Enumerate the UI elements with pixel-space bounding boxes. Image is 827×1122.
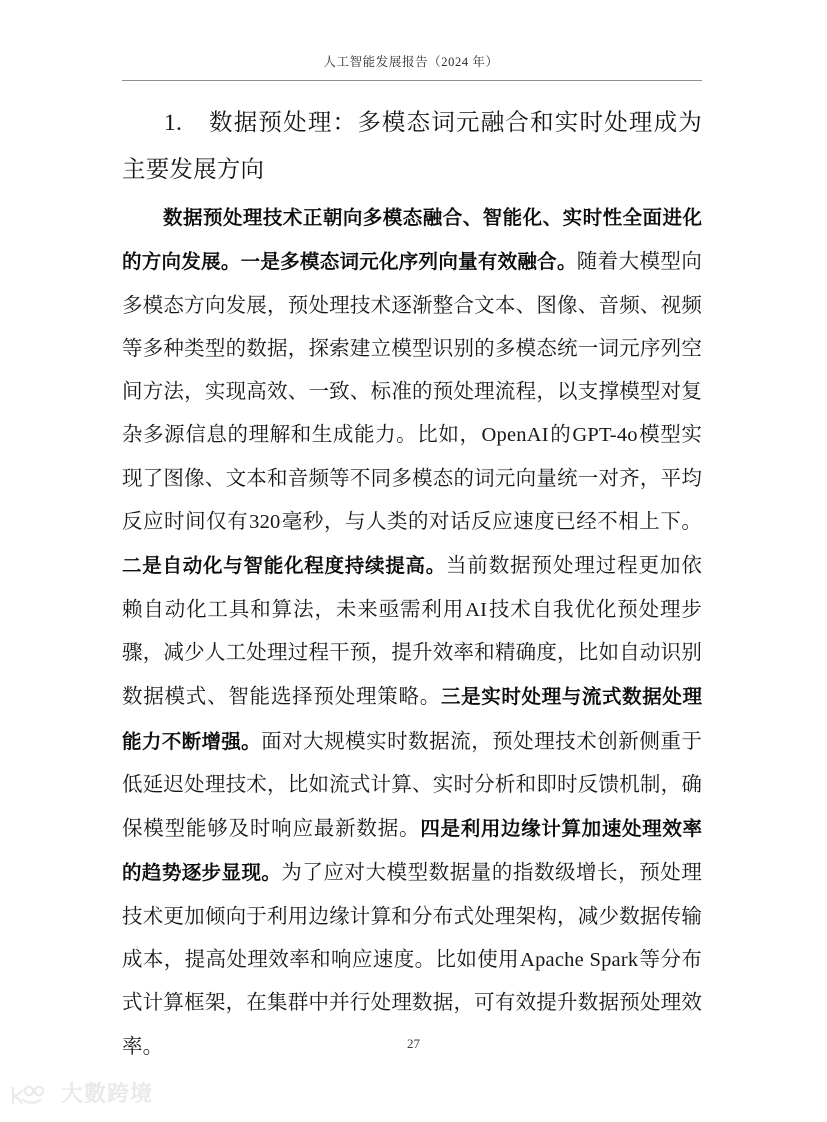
watermark-text: 大數跨境	[61, 1082, 154, 1107]
body-content	[122, 196, 702, 1069]
term-apache-spark: Apache Spark	[520, 949, 639, 972]
term-ai: AI	[465, 598, 488, 621]
kua-jing-logo-icon	[8, 1081, 56, 1109]
body-text-9: 等分布式计算框架，在集群中并行处理数据，可有效提升数据预处理效率。	[122, 949, 702, 1058]
body-text-4: 毫秒，与人类的对话反应速度已经不相上下。	[281, 511, 703, 534]
body-text-7: 面对大规模实时数据流，预处理技术创新侧重于低延迟处理技术，比如流式计算、实时分析和即时反馈机制，确保模型能够及时响应最新数据。	[122, 730, 702, 841]
bold-lead-2: 二是自动化与智能化程度持续提高。	[122, 554, 446, 578]
watermark	[8, 1081, 153, 1109]
bold-lead-4: 四是利用边缘计算加速处理效率的趋势逐步显现。	[122, 817, 702, 885]
body-text-2: 的	[549, 424, 572, 447]
body-text-1: 随着大模型向多模态方向发展，预处理技术逐渐整合文本、图像、音频、视频等多种类型的数据，探索建立模型识别的多模态统一词元序列空间方法，实现高效、一致、标准的预处理流程，以支撑模型对复杂多源信息的理解和生成能力。比如，	[122, 251, 702, 447]
body-text-6: 技术自我优化预处理步骤，减少人工处理过程干预，提升效率和精确度，比如自动识别数据模式、智能选择预处理策略。	[122, 598, 703, 709]
header-divider	[122, 80, 702, 81]
bold-lead-1: 数据预处理技术正朝向多模态融合、智能化、实时性全面进化的方向发展。一是多模态词元化序列向量有效融合。	[122, 206, 702, 274]
running-header	[122, 55, 700, 70]
paragraph-1	[122, 196, 702, 1069]
header-title: 人工智能发展报告（2024 年）	[323, 55, 499, 69]
section-heading-text: 数据预处理：多模态词元融合和实时处理成为主要发展方向	[122, 110, 702, 183]
value-320: 320	[249, 511, 281, 534]
section-heading	[122, 100, 702, 194]
bold-lead-3: 三是实时处理与流式数据处理能力不断增强。	[122, 685, 702, 753]
section-heading-number: 1.	[164, 110, 183, 136]
page-number: 27	[407, 1036, 420, 1051]
body-text-8: 为了应对大模型数据量的指数级增长，预处理技术更加倾向于利用边缘计算和分布式处理架构，减少数据传输成本，提高处理效率和响应速度。比如使用	[122, 862, 702, 972]
body-text-5: 当前数据预处理过程更加依赖自动化工具和算法，未来亟需利用	[122, 555, 702, 621]
body-text-3: 模型实现了图像、文本和音频等不同多模态的词元向量统一对齐，平均反应时间仅有	[122, 424, 702, 534]
term-gpt4o: GPT-4o	[572, 424, 638, 447]
term-openai: OpenAI	[481, 424, 549, 447]
